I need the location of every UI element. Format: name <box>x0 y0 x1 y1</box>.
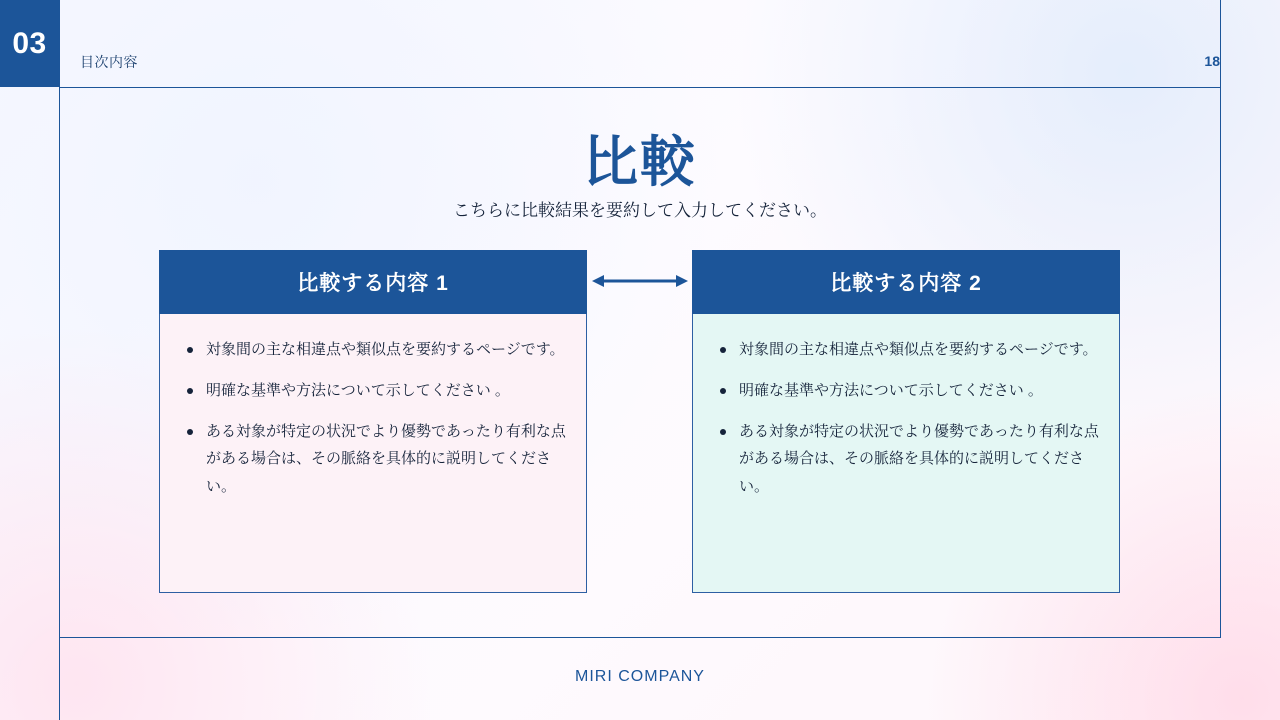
comparison-card-1-heading: 比較する内容 1 <box>159 250 587 314</box>
header-title: 目次内容 <box>80 54 138 70</box>
footer-company-name: MIRI COMPANY <box>575 668 705 685</box>
header-divider <box>59 87 1220 88</box>
comparison-card-2 <box>692 250 1120 593</box>
comparison-card-2-bullet-list <box>715 336 1099 501</box>
double-headed-arrow-icon <box>592 271 688 291</box>
comparison-card-2-body <box>692 314 1120 593</box>
list-item: ある対象が特定の状況でより優勢であったり有利な点がある場合は、その脈絡を具体的に説明してください。 <box>204 418 566 501</box>
right-frame-line <box>1220 0 1221 638</box>
footer-divider <box>59 637 1220 638</box>
list-item: 明確な基準や方法について示してください 。 <box>737 377 1099 405</box>
comparison-card-2-heading: 比較する内容 2 <box>692 250 1120 314</box>
list-item: 明確な基準や方法について示してください 。 <box>204 377 566 405</box>
list-item: 対象間の主な相違点や類似点を要約するページです。 <box>204 336 566 364</box>
comparison-card-1 <box>159 250 587 593</box>
list-item: ある対象が特定の状況でより優勢であったり有利な点がある場合は、その脈絡を具体的に説明してください。 <box>737 418 1099 501</box>
page-subtitle: こちらに比較結果を要約して入力してください。 <box>453 201 827 220</box>
section-number-badge: 03 <box>0 0 59 87</box>
page-number: 18 <box>1204 53 1220 69</box>
list-item: 対象間の主な相違点や類似点を要約するページです。 <box>737 336 1099 364</box>
comparison-card-1-bullet-list <box>182 336 566 501</box>
comparison-card-1-body <box>159 314 587 593</box>
page-title: 比較 <box>582 131 697 193</box>
left-frame-line <box>59 0 60 720</box>
slide-header <box>0 0 1280 87</box>
